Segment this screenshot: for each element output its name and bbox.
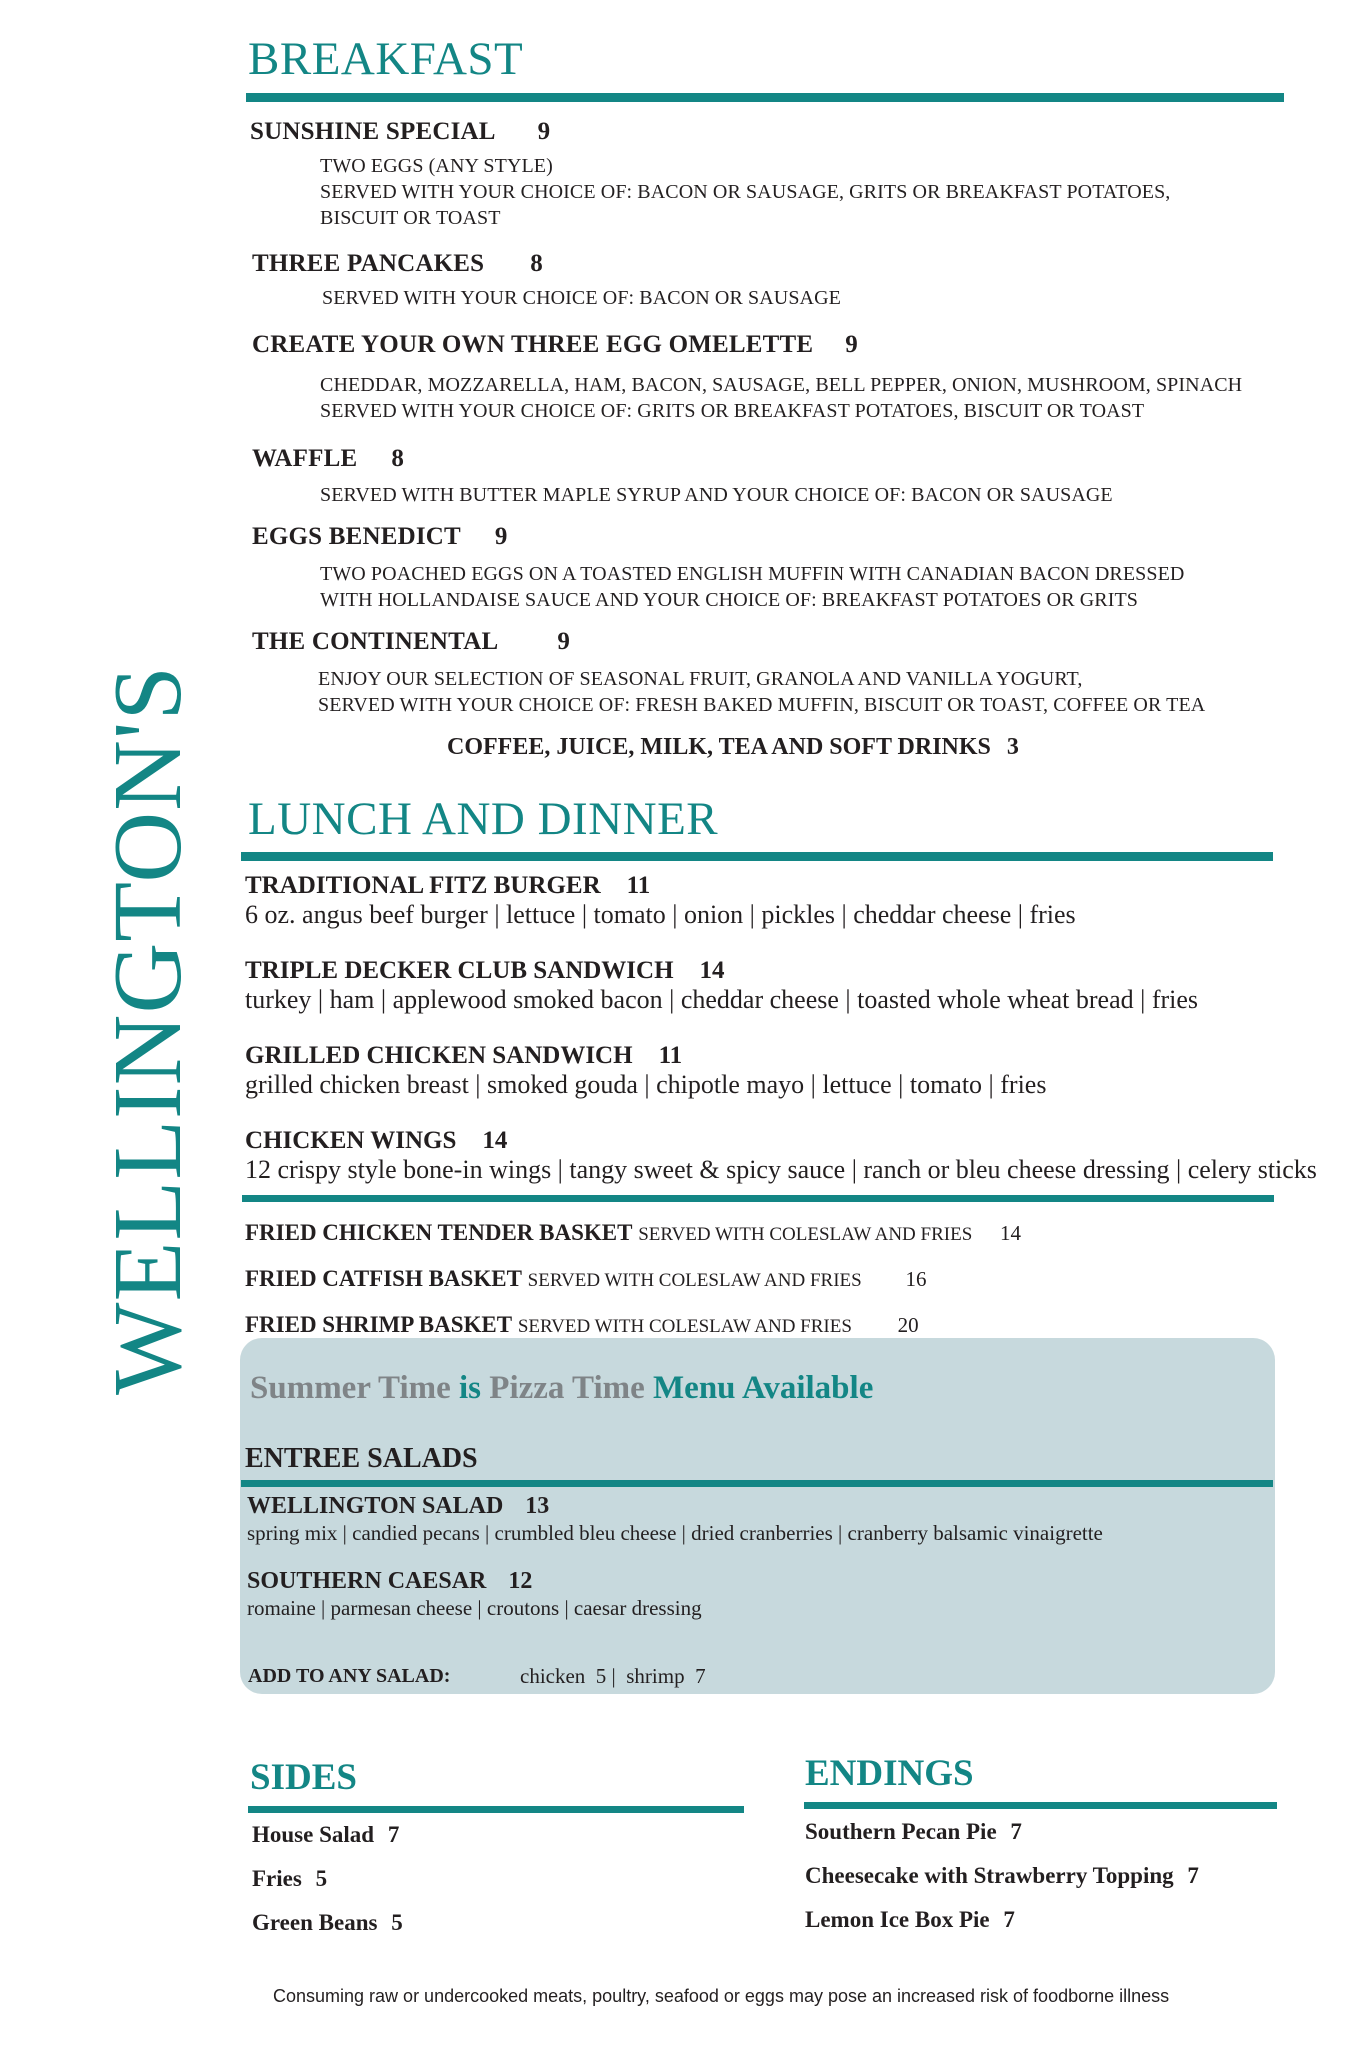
item-price: 11 [626,872,651,899]
basket-name: FRIED CATFISH BASKET [245,1266,522,1291]
menu-item [245,1127,507,1155]
breakfast-rule [246,93,1284,102]
breakfast-title: BREAKFAST [248,33,524,85]
salad-item [247,1493,549,1520]
salad-name: SOUTHERN CAESAR [247,1568,487,1594]
ending-name: Southern Pecan Pie [805,1819,997,1844]
basket-description: SERVED WITH COLESLAW AND FRIES [638,1224,973,1245]
basket-price: 14 [1000,1221,1022,1245]
item-price: 9 [494,523,508,550]
basket-name: FRIED CHICKEN TENDER BASKET [245,1220,633,1245]
menu-item [245,872,650,900]
basket-name: FRIED SHRIMP BASKET [245,1312,513,1337]
item-description: TWO EGGS (ANY STYLE) SERVED WITH YOUR CHOICE OF: BACON OR SAUSAGE, GRITS OR BREAKFAST POTATOES, BISCUIT OR TOAST [320,155,1171,229]
side-name: Fries [252,1866,302,1891]
item-name: EGGS BENEDICT [252,523,461,550]
lunch-rule [241,852,1273,861]
item-description: SERVED WITH BUTTER MAPLE SYRUP AND YOUR CHOICE OF: BACON OR SAUSAGE [320,484,1113,506]
pizza-banner [250,1370,873,1407]
item-price: 9 [845,331,858,358]
endings-rule [804,1802,1277,1809]
side-price: 7 [387,1822,400,1847]
sides-rule [248,1806,744,1813]
side-item [252,1822,399,1848]
item-price: 8 [391,445,404,472]
basket-item [245,1312,919,1338]
item-name: THE CONTINENTAL [252,628,499,655]
food-safety-disclaimer: Consuming raw or undercooked meats, poultry, seafood or eggs may pose an increased risk of foodborne illness [273,1986,1170,2006]
ending-price: 7 [1010,1819,1022,1844]
menu-item [252,523,507,551]
item-name: TRIPLE DECKER CLUB SANDWICH [245,957,674,984]
item-description: TWO POACHED EGGS ON A TOASTED ENGLISH MUFFIN WITH CANADIAN BACON DRESSED WITH HOLLANDAISE SAUCE AND YOUR CHOICE OF: BREAKFAST POTATOES OR GRITS [320,563,1185,611]
drinks-line [447,734,1019,761]
pizza-text-1: Summer Time [250,1370,451,1406]
menu-item [245,957,725,985]
basket-item [245,1266,926,1292]
salad-description: romaine | parmesan cheese | croutons | caesar dressing [247,1596,702,1620]
item-name: THREE PANCAKES [252,250,485,277]
item-description: SERVED WITH YOUR CHOICE OF: BACON OR SAUSAGE [322,287,841,309]
menu-item [250,118,550,146]
endings-title: ENDINGS [805,1753,974,1794]
item-name: CHICKEN WINGS [245,1127,457,1154]
menu-item [252,331,858,359]
menu-item [252,628,570,656]
pizza-text-3: Pizza Time [489,1370,645,1406]
salad-price: 12 [508,1568,533,1594]
menu-item [245,1042,682,1070]
salad-item [247,1568,532,1595]
basket-item [245,1220,1021,1246]
drinks-name: COFFEE, JUICE, MILK, TEA AND SOFT DRINKS [447,734,991,760]
item-name: SUNSHINE SPECIAL [250,118,496,145]
basket-description: SERVED WITH COLESLAW AND FRIES [527,1270,862,1291]
drinks-price: 3 [1006,734,1019,760]
item-name: TRADITIONAL FITZ BURGER [245,872,601,899]
item-description: CHEDDAR, MOZZARELLA, HAM, BACON, SAUSAGE, BELL PEPPER, ONION, MUSHROOM, SPINACH SERVED WITH YOUR CHOICE OF: GRITS OR BREAKFAST POTATOES, BISCUIT OR TOAST [320,374,1243,422]
basket-price: 20 [897,1313,919,1337]
side-name: House Salad [252,1822,375,1847]
item-price: 9 [537,118,551,145]
item-description: grilled chicken breast | smoked gouda | chipotle mayo | lettuce | tomato | fries [245,1070,1047,1099]
add-to-salad-label: ADD TO ANY SALAD: [248,1665,451,1687]
ending-price: 7 [1187,1863,1199,1888]
side-name: Green Beans [252,1910,378,1935]
pizza-text-4: Menu Available [653,1370,874,1406]
salad-description: spring mix | candied pecans | crumbled bleu cheese | dried cranberries | cranberry balsamic vinaigrette [247,1521,1103,1545]
side-price: 5 [391,1910,403,1935]
item-price: 11 [658,1042,683,1069]
item-description: turkey | ham | applewood smoked bacon | cheddar cheese | toasted whole wheat bread | fries [245,985,1199,1014]
side-item [252,1910,403,1936]
basket-price: 16 [905,1267,927,1291]
ending-name: Cheesecake with Strawberry Topping [805,1863,1174,1888]
salad-name: WELLINGTON SALAD [247,1493,504,1519]
brand-vertical-title: WELLINGTON'S [94,664,202,1396]
item-description: 6 oz. angus beef burger | lettuce | tomato | onion | pickles | cheddar cheese | fries [245,900,1076,929]
pizza-text-2: is [459,1370,482,1406]
side-price: 5 [315,1866,328,1891]
ending-name: Lemon Ice Box Pie [805,1907,990,1932]
salad-price: 13 [525,1493,550,1519]
ending-price: 7 [1003,1907,1015,1932]
item-description: ENJOY OUR SELECTION OF SEASONAL FRUIT, GRANOLA AND VANILLA YOGURT, SERVED WITH YOUR CHOICE OF: FRESH BAKED MUFFIN, BISCUIT OR TOAST, COFFEE OR TEA [318,668,1206,716]
item-price: 8 [530,250,543,277]
item-price: 14 [699,957,725,984]
item-name: CREATE YOUR OWN THREE EGG OMELETTE [252,331,814,358]
add-to-salad-options: chicken 5 | shrimp 7 [520,1664,706,1688]
ending-item [805,1819,1022,1845]
sides-title: SIDES [250,1757,357,1798]
menu-item [252,250,543,278]
salads-title: ENTREE SALADS [245,1443,478,1474]
ending-item [805,1863,1199,1889]
item-name: WAFFLE [252,445,358,472]
item-description: 12 crispy style bone-in wings | tangy sweet & spicy sauce | ranch or bleu cheese dressing | celery sticks [245,1155,1317,1184]
salads-rule [241,1480,1273,1487]
lunch-rule-2 [242,1195,1274,1202]
side-item [252,1866,327,1892]
item-name: GRILLED CHICKEN SANDWICH [245,1042,633,1069]
lunch-title: LUNCH AND DINNER [248,793,719,845]
item-price: 14 [482,1127,508,1154]
basket-description: SERVED WITH COLESLAW AND FRIES [517,1316,852,1337]
menu-item [252,445,404,473]
ending-item [805,1907,1015,1933]
item-price: 9 [557,628,570,655]
